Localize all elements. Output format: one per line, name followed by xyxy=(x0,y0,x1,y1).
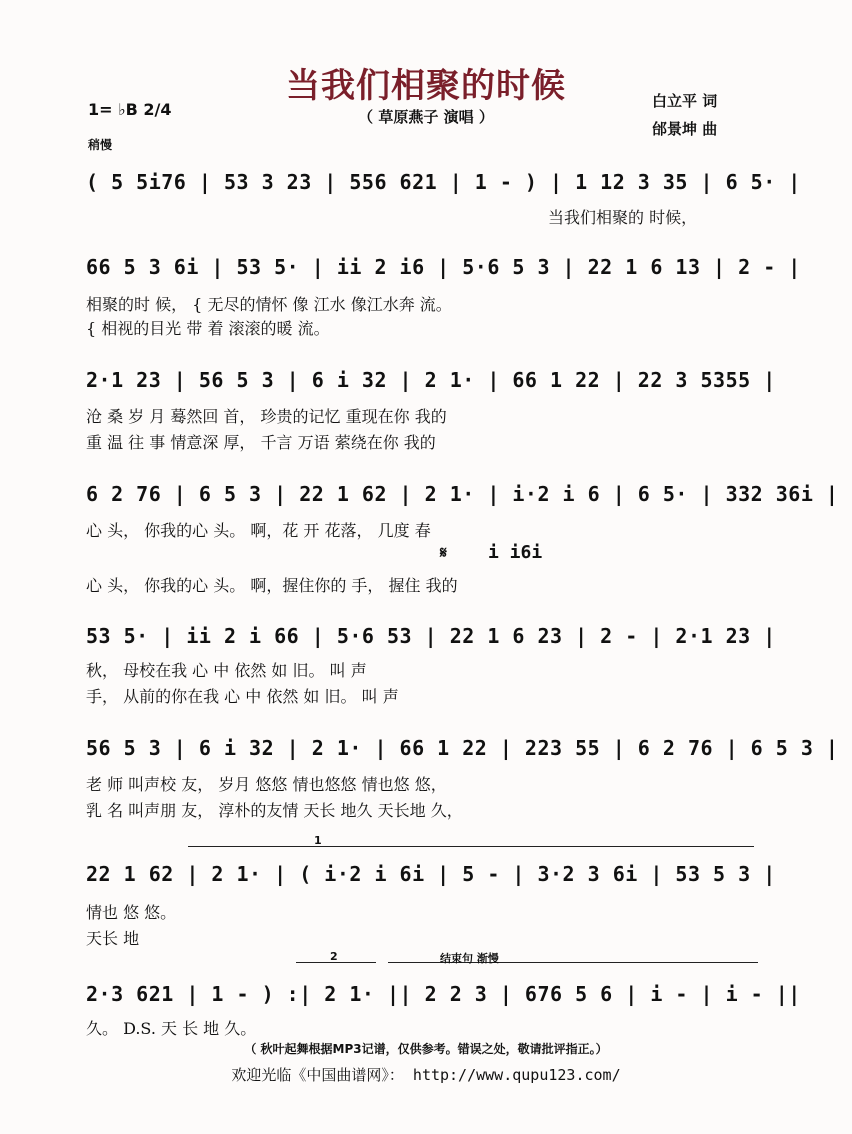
lyric-line-3a: 沧 桑 岁 月 蓦然回 首， 珍贵的记忆 重现在你 我的 xyxy=(86,407,447,426)
segno-sign: 𝄋 xyxy=(440,543,447,562)
volta-1-label: 1 xyxy=(314,834,322,847)
lyric-line-5a: 秋， 母校在我 心 中 依然 如 旧。 叫 声 xyxy=(86,661,367,680)
performer-subtitle: （ 草原燕子 演唱 ） xyxy=(358,108,494,126)
notation-line-4: 6 2 76 | 6 5 3 | 22 1 62 | 2 1· | i·2 i 6 | 6 5· | 332 36i | xyxy=(86,482,839,506)
lyric-line-5b: 手， 从前的你在我 心 中 依然 如 旧。 叫 声 xyxy=(86,687,399,706)
lyric-line-2a: 相聚的时 候， { 无尽的情怀 像 江水 像江水奔 流。 xyxy=(86,295,452,314)
lyric-line-7a: 情也 悠 悠。 xyxy=(86,903,177,922)
notation-line-7: 22 1 62 | 2 1· | ( i·2 i 6i | 5 - | 3·2 3 6i | 53 5 3 | xyxy=(86,862,776,886)
notation-line-3: 2·1 23 | 56 5 3 | 6 i 32 | 2 1· | 66 1 22 | 22 3 5355 | xyxy=(86,368,776,392)
website-footer: 欢迎光临《中国曲谱网》： http://www.qupu123.com/ xyxy=(231,1066,621,1084)
notation-line-5: 53 5· | ii 2 i 66 | 5·6 53 | 22 1 6 23 | 2 - | 2·1 23 | xyxy=(86,624,776,648)
volta-2-label: 2 xyxy=(330,950,338,963)
lyric-line-6a: 老 师 叫声校 友， 岁月 悠悠 情也悠悠 情也悠 悠， xyxy=(86,775,447,794)
transcription-note: （ 秋叶起舞根据MP3记谱，仅供参考。错误之处，敬请批评指正。） xyxy=(244,1042,608,1056)
composer-credit: 邰景坤 曲 xyxy=(652,120,718,138)
volta-1-bracket xyxy=(188,846,754,847)
notation-line-2: 66 5 3 6i | 53 5· | ii 2 i6 | 5·6 5 3 | 22 1 6 13 | 2 - | xyxy=(86,255,801,279)
lyric-line-4b: 心 头， 你我的心 头。 啊，握住你的 手， 握住 我的 xyxy=(86,576,458,595)
lyric-line-1: 当我们相聚的 时候， xyxy=(548,208,698,227)
ending-label: 结束句 渐慢 xyxy=(440,952,499,965)
lyric-line-2b: { 相视的目光 带 着 滚滚的暖 流。 xyxy=(86,319,330,338)
lyric-line-6b: 乳 名 叫声朋 友， 淳朴的友情 天长 地久 天长地 久， xyxy=(86,801,463,820)
song-title: 当我们相聚的时候 xyxy=(286,66,566,106)
tempo-marking: 稍慢 xyxy=(88,138,113,152)
notation-line-1: ( 5 5i76 | 53 3 23 | 556 621 | 1 - ) | 1 12 3 35 | 6 5· | xyxy=(86,170,801,194)
segno-alt-notes: i i6i xyxy=(488,542,543,563)
lyric-line-3b: 重 温 往 事 情意深 厚， 千言 万语 萦绕在你 我的 xyxy=(86,433,436,452)
notation-line-8: 2·3 621 | 1 - ) :| 2 1· || 2 2 3 | 676 5 6 | i - | i - || xyxy=(86,982,801,1006)
key-signature: 1= ♭B 2/4 xyxy=(88,100,172,119)
lyric-line-7b: 天长 地 xyxy=(86,929,140,948)
lyric-line-8: 久。 D.S. 天 长 地 久。 xyxy=(86,1019,257,1038)
lyricist-credit: 白立平 词 xyxy=(652,92,718,110)
notation-line-6: 56 5 3 | 6 i 32 | 2 1· | 66 1 22 | 223 55 | 6 2 76 | 6 5 3 | xyxy=(86,736,839,760)
lyric-line-4a: 心 头， 你我的心 头。 啊，花 开 花落， 几度 春 xyxy=(86,521,431,540)
